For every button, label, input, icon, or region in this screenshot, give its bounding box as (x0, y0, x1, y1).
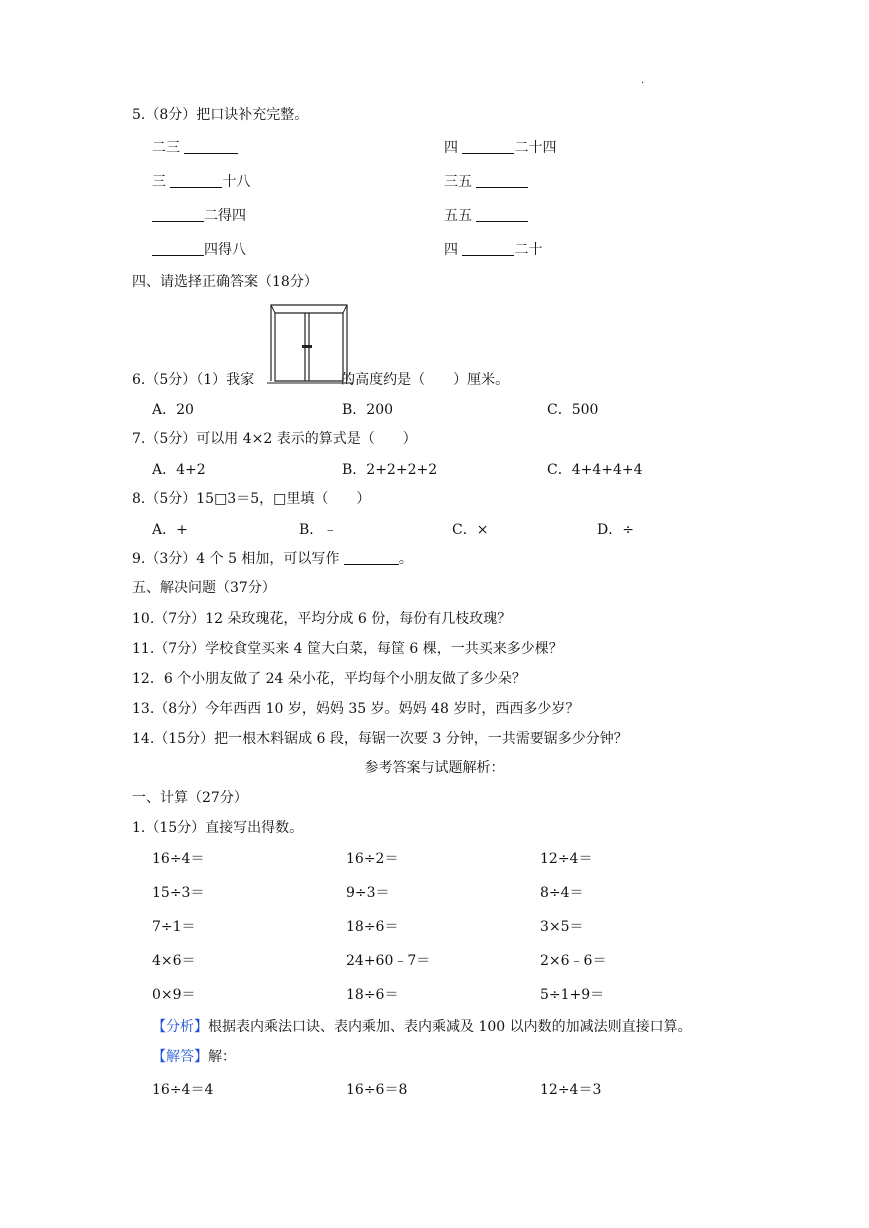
q6-option-a[interactable]: A．20 (152, 402, 194, 418)
q7-option-c[interactable]: C．4+4+4+4 (547, 462, 643, 478)
q6-option-b[interactable]: B．200 (342, 402, 394, 418)
calc-item: 2×6﹣6＝ (540, 953, 607, 969)
question-6-text: 6.（5分）（1）我家 的高度约是（ ）厘米。 (132, 372, 510, 388)
calc-item: 0×9＝ (152, 987, 196, 1003)
calc-item: 4×6＝ (152, 953, 196, 969)
calc-item: 9÷3＝ (346, 885, 390, 901)
question-11-text: 11.（7分）学校食堂买来 4 筐大白菜，每筐 6 棵，一共买来多少棵？ (132, 641, 563, 657)
answer-blank[interactable] (476, 173, 528, 188)
calc-item: 3×5＝ (540, 919, 584, 935)
calc-item: 8÷4＝ (540, 885, 584, 901)
answer-blank[interactable] (152, 207, 204, 222)
calc-item: 12÷4＝ (540, 851, 593, 867)
q6-option-c[interactable]: C．500 (547, 402, 599, 418)
analysis-line: 【分析】根据表内乘法口诀、表内乘加、表内乘减及 100 以内数的加减法则直接口算。 (152, 1019, 692, 1035)
section-4-heading: 四、请选择正确答案（18分） (132, 274, 318, 290)
answer-blank[interactable] (170, 173, 222, 188)
question-9-text: 9.（3分）4 个 5 相加，可以写作 。 (132, 551, 413, 567)
q8-option-c[interactable]: C．× (452, 522, 489, 538)
question-8-text: 8.（5分）15□3＝5，□里填（ ） (132, 491, 371, 507)
solution-line: 【解答】解： (152, 1049, 236, 1065)
question-14-text: 14.（15分）把一根木料锯成 6 段，每锯一次要 3 分钟，一共需要锯多少分钟？ (132, 731, 628, 747)
section-1-heading: 一、计算（27分） (132, 790, 248, 806)
calc-item: 7÷1＝ (152, 919, 196, 935)
calc-item: 18÷6＝ (346, 987, 399, 1003)
answer-blank[interactable] (152, 241, 204, 256)
calc-item: 16÷2＝ (346, 851, 399, 867)
q5-item-1: 二三 (152, 139, 238, 157)
question-10-text: 10.（7分）12 朵玫瑰花，平均分成 6 份，每份有几枝玫瑰？ (132, 611, 512, 627)
q5-item-6: 五五 (444, 207, 528, 225)
answer-item: 12÷4＝3 (540, 1082, 602, 1098)
q5-item-4: 三五 (444, 173, 528, 191)
answer-blank[interactable] (476, 207, 528, 222)
q8-option-b[interactable]: B．﹣ (299, 522, 338, 538)
calc-item: 5÷1+9＝ (540, 987, 605, 1003)
calc-item: 18÷6＝ (346, 919, 399, 935)
question-13-text: 13.（8分）今年西西 10 岁，妈妈 35 岁。妈妈 48 岁时，西西多少岁？ (132, 701, 580, 717)
answer-item: 16÷6＝8 (346, 1082, 408, 1098)
q7-option-b[interactable]: B．2+2+2+2 (342, 462, 438, 478)
question-7-text: 7.（5分）可以用 4×2 表示的算式是（ ） (132, 431, 417, 447)
analysis-tag: 【分析】 (152, 1019, 208, 1035)
q5-item-5: 二得四 (152, 207, 246, 225)
q5-item-2: 四 二十四 (444, 140, 557, 156)
calc-item: 16÷4＝ (152, 851, 205, 867)
question-12-text: 12．6 个小朋友做了 24 朵小花，平均每个小朋友做了多少朵？ (132, 671, 526, 687)
solution-tag: 【解答】 (152, 1049, 208, 1065)
question-5-title: 5.（8分）把口诀补充完整。 (132, 107, 309, 123)
calc-item: 15÷3＝ (152, 885, 205, 901)
calc-item: 24+60﹣7＝ (346, 953, 431, 969)
answer-blank[interactable] (184, 139, 238, 154)
answer-blank[interactable] (462, 139, 514, 154)
question-1-title: 1.（15分）直接写出得数。 (132, 820, 304, 836)
answer-item: 16÷4＝4 (152, 1082, 214, 1098)
section-5-heading: 五、解决问题（37分） (132, 580, 276, 596)
q5-item-7: 四得八 (152, 241, 246, 259)
q8-option-d[interactable]: D．÷ (597, 522, 634, 538)
q5-item-8: 四 二十 (444, 242, 543, 258)
answer-blank[interactable] (462, 241, 514, 256)
q7-option-a[interactable]: A．4+2 (152, 462, 206, 478)
answer-blank[interactable] (344, 550, 399, 565)
header-dot: . (641, 75, 645, 86)
q5-item-3: 三 十八 (152, 174, 251, 190)
answer-title: 参考答案与试题解析： (364, 760, 505, 776)
q8-option-a[interactable]: A．+ (152, 522, 188, 538)
